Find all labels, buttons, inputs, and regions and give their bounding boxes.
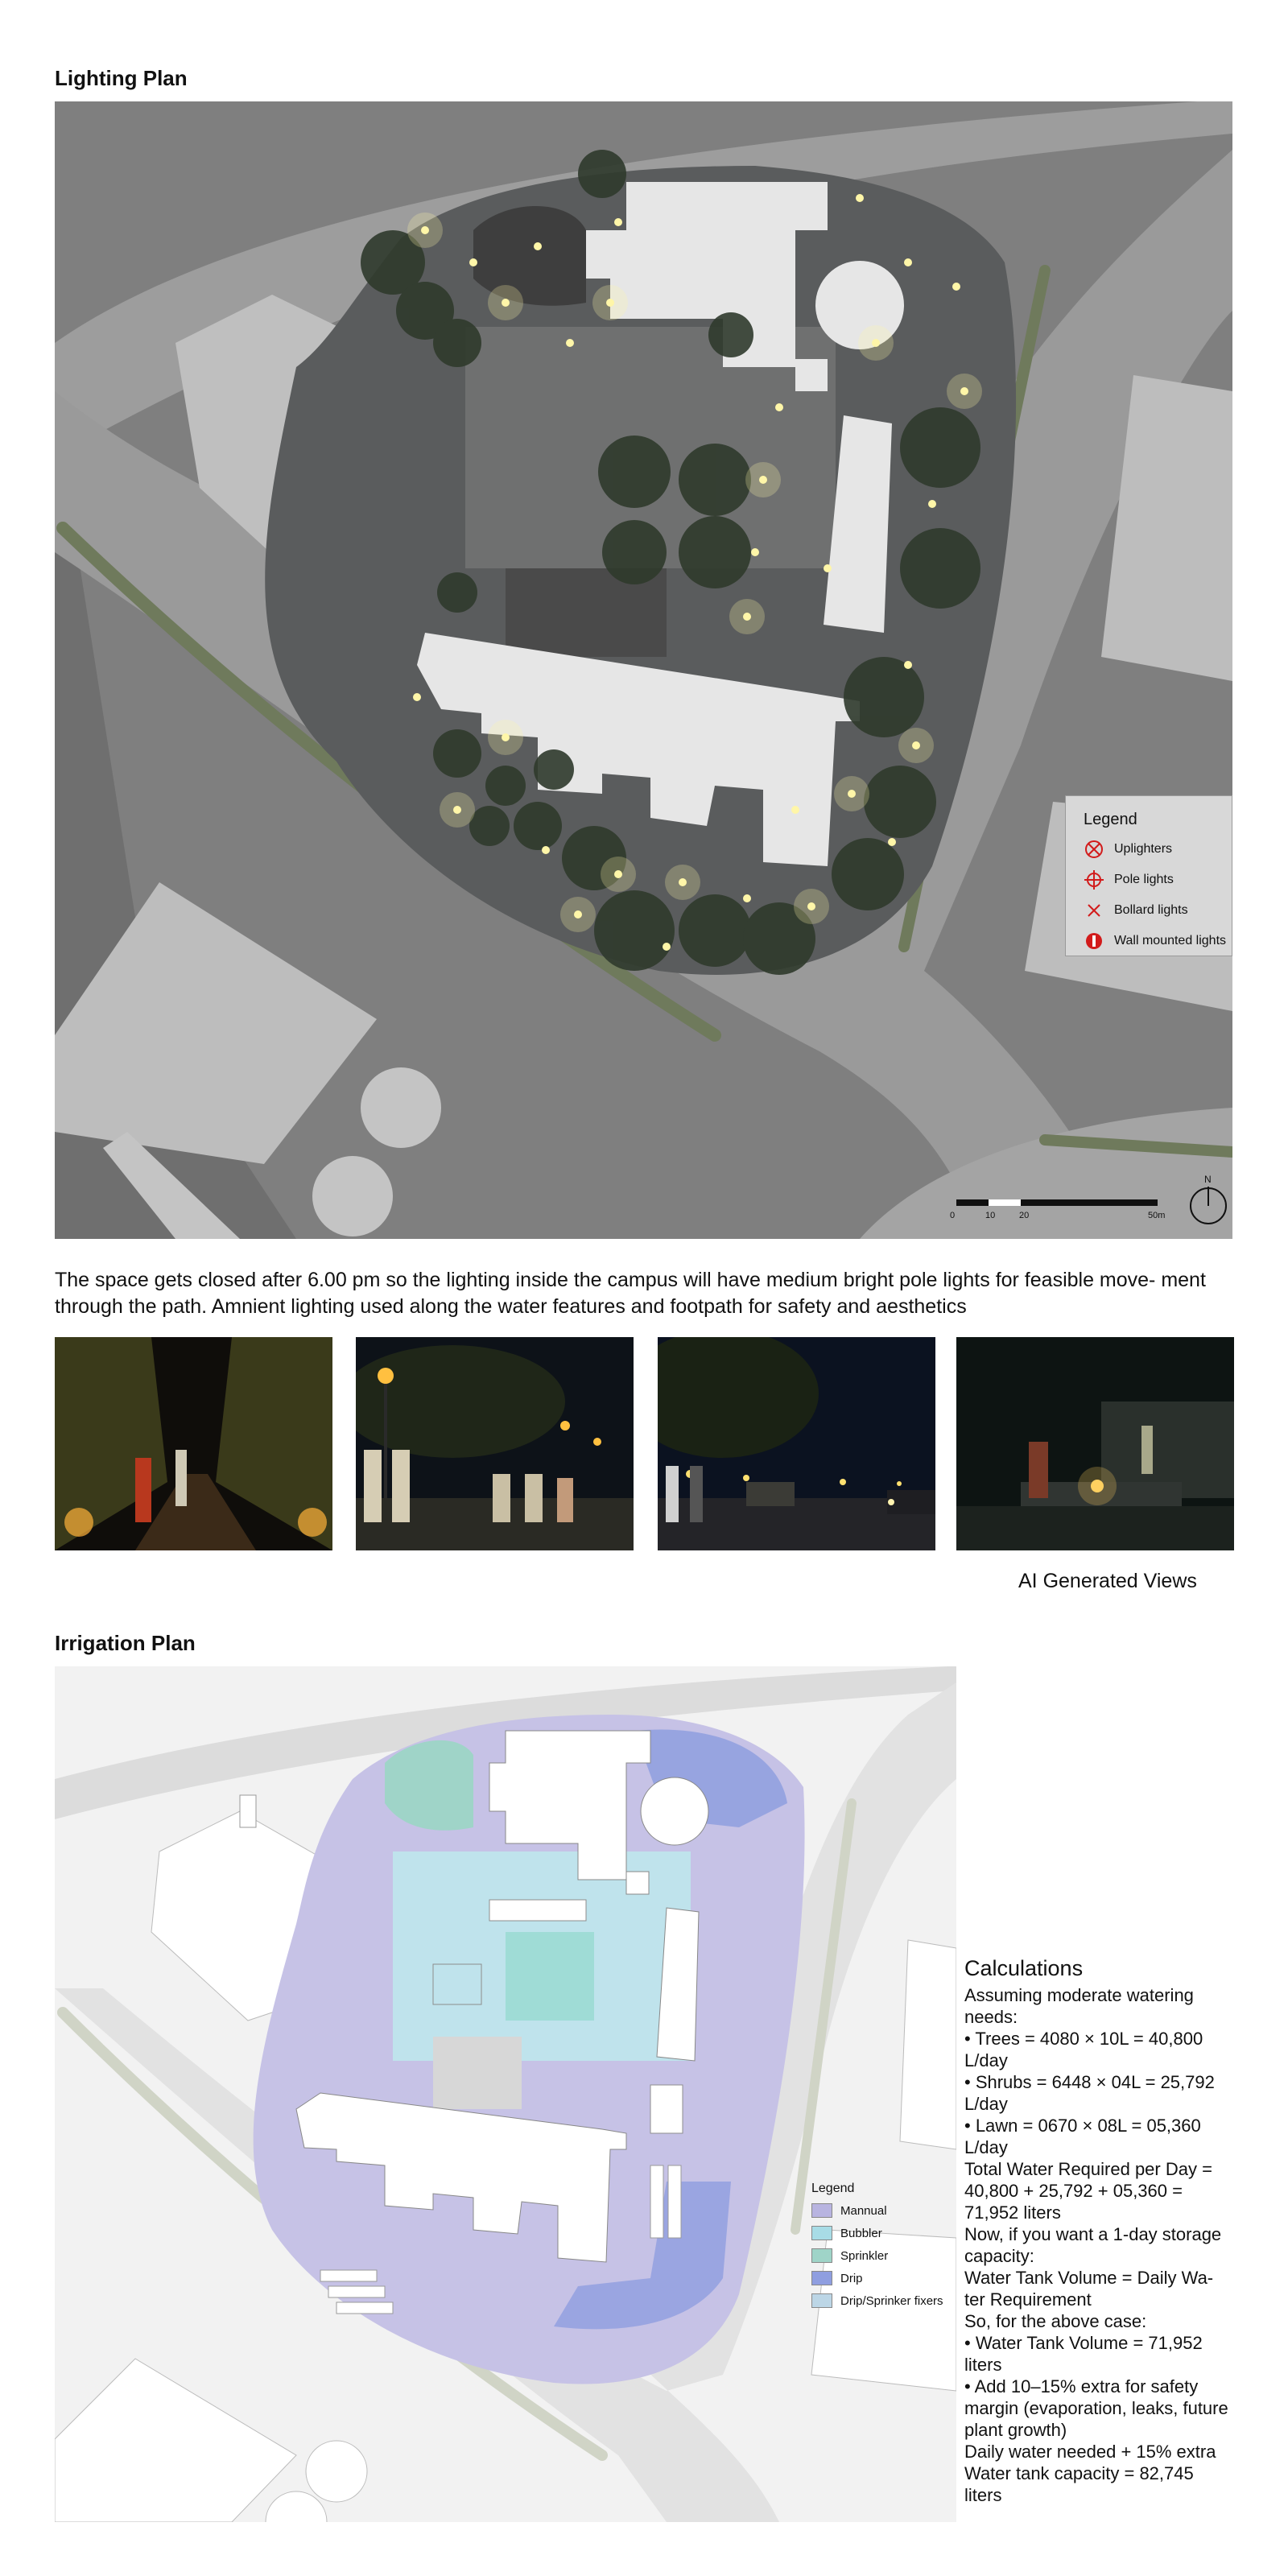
legend-label: Pole lights — [1114, 873, 1174, 886]
calc-line: Total Water Required per Day = 40,800 + 25,792 + 05,360 = 71,952 liters — [964, 2159, 1212, 2223]
irrigation-legend-title: Legend — [811, 2182, 855, 2195]
lighting-plan-drawing — [55, 101, 1232, 1239]
scale-bar-labels — [950, 1211, 1166, 1224]
legend-label: Drip — [840, 2271, 863, 2285]
legend-title: Legend — [1084, 811, 1137, 828]
calc-line: Daily water needed + 15% extra Water tank capacity = 82,745 liters — [964, 2442, 1216, 2505]
legend-label: Bollard lights — [1114, 903, 1188, 917]
scale-label-0: 0 — [950, 1211, 956, 1220]
legend-item-uplighters — [1084, 834, 1232, 865]
calc-line: • Trees = 4080 × 10L = 40,800 L/day — [964, 2029, 1203, 2070]
night-street-image — [658, 1337, 935, 1550]
calc-line: So, for the above case: — [964, 2311, 1147, 2331]
calc-line: Now, if you want a 1-day storage capacity: — [964, 2224, 1222, 2266]
lighting-plan-title: Lighting Plan — [55, 66, 188, 90]
irrigation-plan-title: Irrigation Plan — [55, 1631, 196, 1655]
wall-light-icon — [1084, 931, 1104, 952]
calc-line: Assuming moderate watering needs: — [964, 1985, 1194, 2027]
pole-light-icon — [1084, 869, 1104, 890]
calc-line: • Shrubs = 6448 × 04L = 25,792 L/day — [964, 2072, 1215, 2114]
scale-label-20: 20 — [1019, 1211, 1030, 1220]
legend-label: Drip/Sprinker fixers — [840, 2293, 943, 2308]
legend-label: Uplighters — [1114, 842, 1173, 856]
legend-item-pole-lights — [1084, 865, 1232, 895]
legend-item-bollard-lights — [1084, 895, 1232, 926]
bollard-light-icon — [1084, 900, 1104, 921]
legend-label: Bubbler — [840, 2226, 882, 2240]
lighting-description: The space gets closed after 6.00 pm so the lighting inside the campus will have medium bright pole lights for feasible move- ment through the path. Amnient lighting used along the water features and footpath for safety and aesthetics — [55, 1269, 1206, 1318]
north-label: N — [1204, 1174, 1212, 1185]
ai-view-4 — [956, 1337, 1234, 1550]
legend-label: Sprinkler — [840, 2248, 889, 2263]
legend-item-sprinkler — [811, 2244, 956, 2267]
calc-line: • Water Tank Volume = 71,952 liters — [964, 2333, 1203, 2375]
calc-line: • Lawn = 0670 × 08L = 05,360 L/day — [964, 2116, 1201, 2157]
calc-line: Water Tank Volume = Daily Wa- ter Requirement — [964, 2268, 1214, 2310]
scale-label-50m: 50m — [1148, 1211, 1166, 1220]
ai-view-1 — [55, 1337, 332, 1550]
night-pathway-image — [55, 1337, 332, 1550]
sprinkler-swatch — [811, 2248, 832, 2263]
night-water-feature-image — [956, 1337, 1234, 1550]
legend-item-bubbler — [811, 2222, 956, 2244]
ai-view-3 — [658, 1337, 935, 1550]
uplighter-icon — [1084, 839, 1104, 860]
bubbler-swatch — [811, 2226, 832, 2240]
legend-label: Wall mounted lights — [1114, 934, 1227, 947]
irrigation-legend — [811, 2182, 956, 2312]
ai-view-2 — [356, 1337, 634, 1550]
irrigation-site-plan — [55, 1666, 956, 2522]
legend-label: Mannual — [840, 2203, 887, 2218]
drip-swatch — [811, 2271, 832, 2285]
legend-item-mannual — [811, 2199, 956, 2222]
calculations-title: Calculations — [964, 1956, 1084, 1980]
mannual-swatch — [811, 2203, 832, 2218]
calc-line: • Add 10–15% extra for safety margin (evaporation, leaks, future plant growth) — [964, 2376, 1228, 2440]
legend-item-drip-sprinkler-fixers — [811, 2289, 956, 2312]
drip-sprinkler-swatch — [811, 2293, 832, 2308]
legend-item-drip — [811, 2267, 956, 2289]
night-garden-seating-image — [356, 1337, 634, 1550]
lighting-legend — [1065, 795, 1232, 956]
photos-caption: AI Generated Views — [1018, 1570, 1197, 1592]
legend-item-wall-mounted-lights — [1084, 926, 1232, 956]
lighting-site-plan — [55, 101, 1232, 1239]
calculations-panel — [964, 1958, 1230, 2506]
scale-label-10: 10 — [985, 1211, 996, 1220]
irrigation-plan-drawing — [55, 1666, 956, 2522]
